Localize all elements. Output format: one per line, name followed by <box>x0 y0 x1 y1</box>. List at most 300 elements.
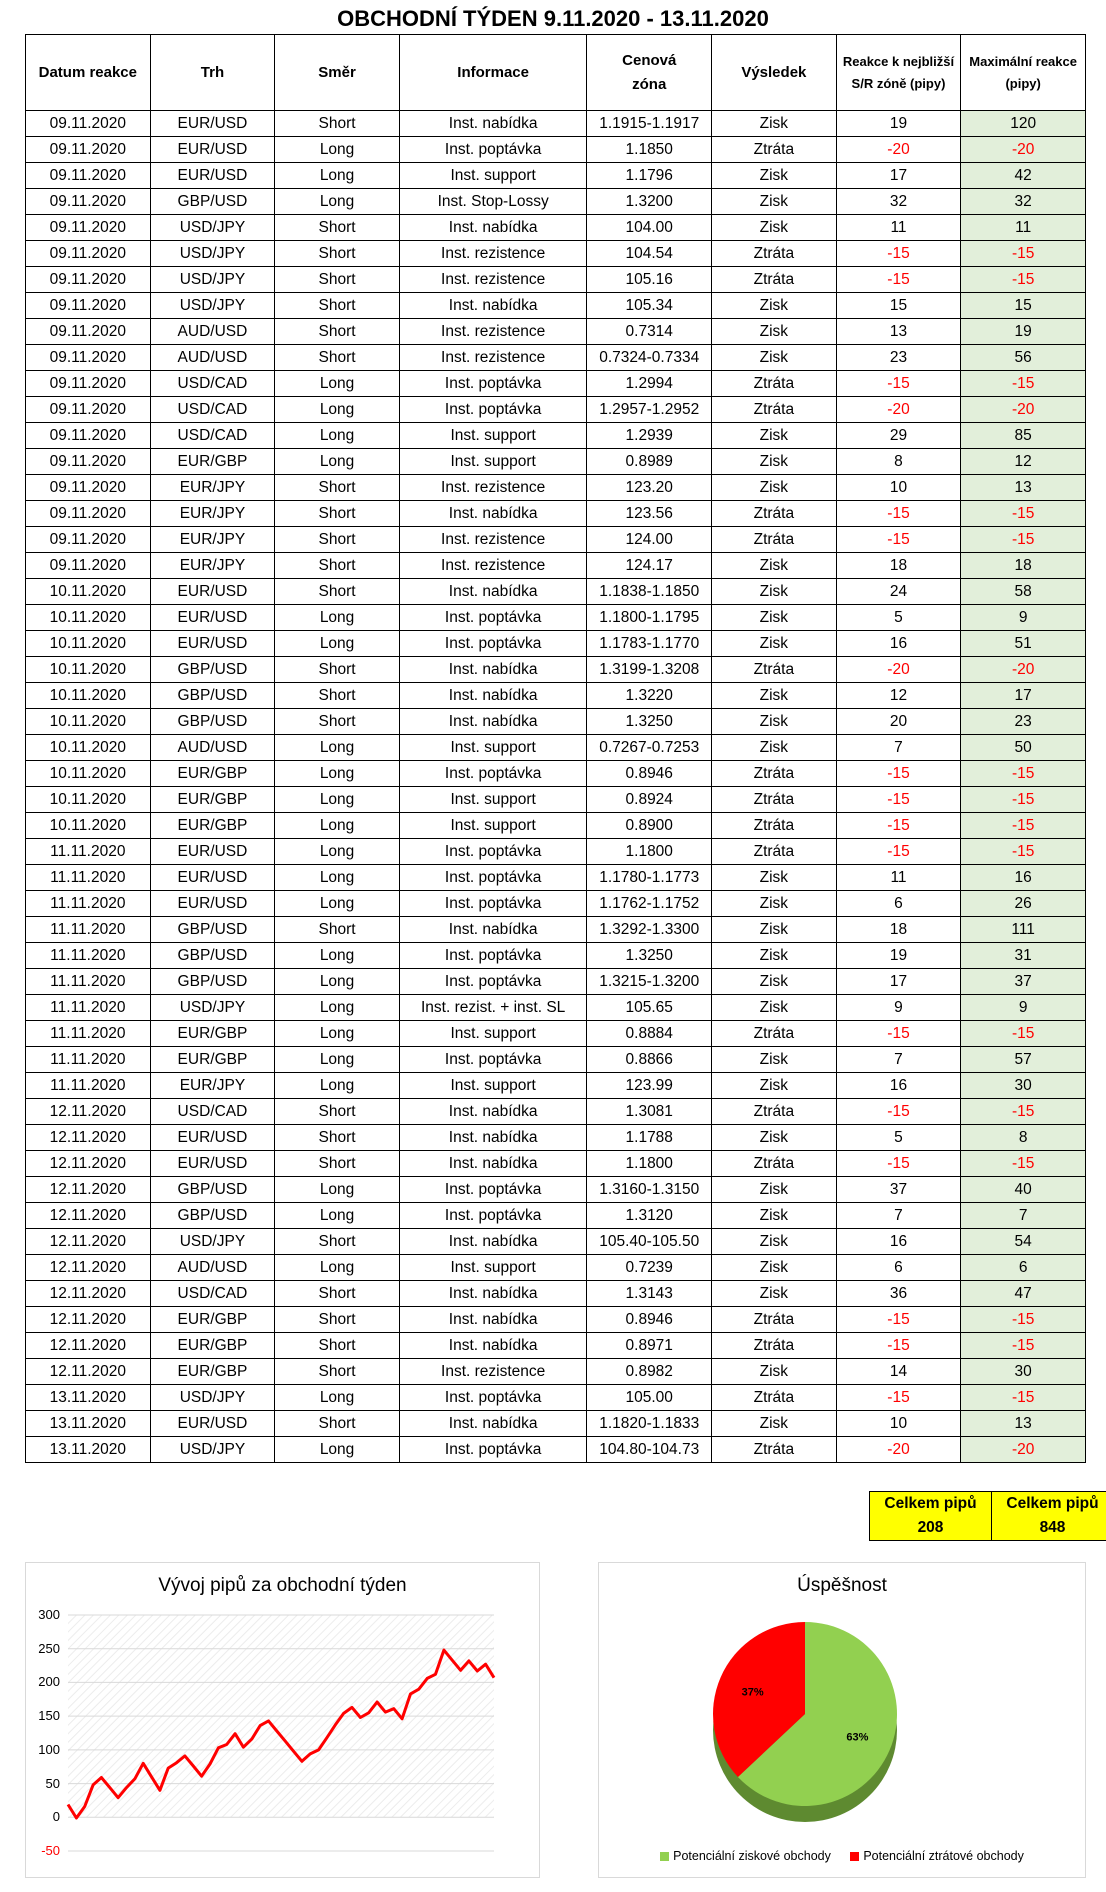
cell-result: Zisk <box>712 449 837 475</box>
cell-market: GBP/USD <box>150 969 275 995</box>
cell-result: Ztráta <box>712 761 837 787</box>
cell-result: Ztráta <box>712 137 837 163</box>
cell-direction: Long <box>275 761 400 787</box>
table-row <box>26 345 1086 371</box>
cell-date: 11.11.2020 <box>26 1047 151 1073</box>
cell-direction: Short <box>275 553 400 579</box>
table-row <box>26 735 1086 761</box>
cell-market: EUR/GBP <box>150 813 275 839</box>
cell-date: 12.11.2020 <box>26 1177 151 1203</box>
table-row <box>26 449 1086 475</box>
cell-reaction: 11 <box>836 865 961 891</box>
table-row <box>26 657 1086 683</box>
table-row <box>26 1307 1086 1333</box>
total-max-cell <box>991 1491 1106 1541</box>
cell-direction: Long <box>275 397 400 423</box>
table-row <box>26 579 1086 605</box>
cell-date: 09.11.2020 <box>26 189 151 215</box>
cell-market: EUR/USD <box>150 1411 275 1437</box>
cell-zone: 0.8884 <box>587 1021 712 1047</box>
header-max: Maximální reakce (pipy) <box>961 35 1086 111</box>
cell-direction: Long <box>275 1437 400 1463</box>
cell-info: Inst. support <box>399 1021 587 1047</box>
cell-info: Inst. nabídka <box>399 579 587 605</box>
cell-result: Zisk <box>712 1125 837 1151</box>
table-row <box>26 787 1086 813</box>
cell-direction: Long <box>275 787 400 813</box>
cell-direction: Long <box>275 605 400 631</box>
cell-date: 12.11.2020 <box>26 1255 151 1281</box>
cell-date: 13.11.2020 <box>26 1437 151 1463</box>
cell-zone: 1.1780-1.1773 <box>587 865 712 891</box>
cell-zone: 105.34 <box>587 293 712 319</box>
cell-reaction: -15 <box>836 761 961 787</box>
cell-result: Zisk <box>712 1073 837 1099</box>
cell-direction: Long <box>275 163 400 189</box>
cell-date: 12.11.2020 <box>26 1307 151 1333</box>
cell-result: Ztráta <box>712 1021 837 1047</box>
cell-reaction: 7 <box>836 735 961 761</box>
cell-max: 9 <box>961 605 1086 631</box>
cell-zone: 1.3143 <box>587 1281 712 1307</box>
cell-market: EUR/USD <box>150 163 275 189</box>
cell-reaction: 16 <box>836 1073 961 1099</box>
cell-direction: Long <box>275 423 400 449</box>
cell-date: 09.11.2020 <box>26 241 151 267</box>
cell-info: Inst. poptávka <box>399 371 587 397</box>
cell-zone: 105.16 <box>587 267 712 293</box>
cell-info: Inst. nabídka <box>399 1099 587 1125</box>
cell-zone: 104.54 <box>587 241 712 267</box>
cell-direction: Long <box>275 813 400 839</box>
cell-max: 58 <box>961 579 1086 605</box>
cell-result: Ztráta <box>712 1385 837 1411</box>
legend-swatch-loss <box>850 1852 859 1861</box>
cell-zone: 0.8924 <box>587 787 712 813</box>
cell-info: Inst. poptávka <box>399 891 587 917</box>
cell-direction: Short <box>275 683 400 709</box>
cell-result: Zisk <box>712 475 837 501</box>
cell-result: Zisk <box>712 891 837 917</box>
cell-result: Ztráta <box>712 501 837 527</box>
cell-max: -15 <box>961 787 1086 813</box>
header-date: Datum reakce <box>26 35 151 111</box>
cell-info: Inst. support <box>399 735 587 761</box>
cell-date: 10.11.2020 <box>26 813 151 839</box>
table-row <box>26 1281 1086 1307</box>
cell-max: 54 <box>961 1229 1086 1255</box>
table-row <box>26 189 1086 215</box>
table-row <box>26 137 1086 163</box>
cell-reaction: -15 <box>836 267 961 293</box>
cell-date: 09.11.2020 <box>26 397 151 423</box>
header-result: Výsledek <box>712 35 837 111</box>
cell-zone: 1.3220 <box>587 683 712 709</box>
cell-date: 10.11.2020 <box>26 709 151 735</box>
cell-zone: 1.1796 <box>587 163 712 189</box>
cell-zone: 0.8900 <box>587 813 712 839</box>
cell-reaction: 19 <box>836 111 961 137</box>
cell-max: 51 <box>961 631 1086 657</box>
cell-reaction: 10 <box>836 475 961 501</box>
cell-max: 26 <box>961 891 1086 917</box>
total-reaction-value: 208 <box>917 1519 944 1536</box>
table-row <box>26 1125 1086 1151</box>
cell-result: Zisk <box>712 865 837 891</box>
cell-reaction: 15 <box>836 293 961 319</box>
cell-zone: 123.56 <box>587 501 712 527</box>
cell-zone: 1.1838-1.1850 <box>587 579 712 605</box>
cell-direction: Short <box>275 1307 400 1333</box>
cell-zone: 0.8971 <box>587 1333 712 1359</box>
cell-max: -15 <box>961 1099 1086 1125</box>
cell-zone: 1.3250 <box>587 943 712 969</box>
cell-market: GBP/USD <box>150 709 275 735</box>
cell-zone: 1.1783-1.1770 <box>587 631 712 657</box>
header-reaction: Reakce k nejbližší S/R zóně (pipy) <box>836 35 961 111</box>
cell-reaction: 18 <box>836 553 961 579</box>
header-zone: Cenová zóna <box>587 35 712 111</box>
cell-zone: 1.3120 <box>587 1203 712 1229</box>
y-tick-label: 100 <box>38 1741 60 1757</box>
cell-max: 13 <box>961 1411 1086 1437</box>
cell-market: EUR/USD <box>150 891 275 917</box>
cell-zone: 0.7267-0.7253 <box>587 735 712 761</box>
cell-zone: 1.2994 <box>587 371 712 397</box>
cell-zone: 0.8982 <box>587 1359 712 1385</box>
cell-date: 09.11.2020 <box>26 553 151 579</box>
table-row <box>26 995 1086 1021</box>
cell-market: EUR/USD <box>150 137 275 163</box>
cell-market: EUR/GBP <box>150 1021 275 1047</box>
cell-info: Inst. nabídka <box>399 501 587 527</box>
cell-max: 17 <box>961 683 1086 709</box>
cell-zone: 105.65 <box>587 995 712 1021</box>
cell-info: Inst. rezistence <box>399 475 587 501</box>
cell-market: EUR/USD <box>150 1151 275 1177</box>
cell-direction: Long <box>275 839 400 865</box>
cell-direction: Long <box>275 371 400 397</box>
cell-direction: Long <box>275 1203 400 1229</box>
cell-direction: Long <box>275 969 400 995</box>
cell-info: Inst. poptávka <box>399 761 587 787</box>
cell-max: 30 <box>961 1359 1086 1385</box>
cell-direction: Short <box>275 1333 400 1359</box>
cell-market: EUR/USD <box>150 631 275 657</box>
table-row <box>26 527 1086 553</box>
cell-date: 09.11.2020 <box>26 111 151 137</box>
cell-max: 47 <box>961 1281 1086 1307</box>
cell-result: Ztráta <box>712 527 837 553</box>
cell-zone: 1.1800 <box>587 839 712 865</box>
cell-direction: Long <box>275 189 400 215</box>
cell-max: -15 <box>961 1333 1086 1359</box>
cell-date: 12.11.2020 <box>26 1229 151 1255</box>
cell-direction: Short <box>275 267 400 293</box>
legend-item-loss <box>850 1849 1024 1863</box>
cell-result: Zisk <box>712 1411 837 1437</box>
table-header-row <box>26 35 1086 111</box>
cell-direction: Long <box>275 1073 400 1099</box>
cell-direction: Long <box>275 1047 400 1073</box>
cell-reaction: -15 <box>836 501 961 527</box>
cell-reaction: 7 <box>836 1203 961 1229</box>
cell-max: -20 <box>961 657 1086 683</box>
y-tick-label: 50 <box>45 1775 60 1791</box>
y-tick-label: -50 <box>41 1843 60 1858</box>
cell-reaction: 29 <box>836 423 961 449</box>
table-row <box>26 475 1086 501</box>
table-row <box>26 241 1086 267</box>
cell-result: Zisk <box>712 1229 837 1255</box>
legend-swatch-profit <box>660 1852 669 1861</box>
y-tick-label: 300 <box>38 1607 60 1622</box>
cell-direction: Short <box>275 709 400 735</box>
cell-direction: Short <box>275 345 400 371</box>
cell-info: Inst. nabídka <box>399 657 587 683</box>
header-market: Trh <box>150 35 275 111</box>
cell-max: 8 <box>961 1125 1086 1151</box>
cell-zone: 123.20 <box>587 475 712 501</box>
table-row <box>26 163 1086 189</box>
cell-max: 31 <box>961 943 1086 969</box>
cell-reaction: 13 <box>836 319 961 345</box>
cell-zone: 0.7324-0.7334 <box>587 345 712 371</box>
cell-reaction: -15 <box>836 839 961 865</box>
cell-reaction: 12 <box>836 683 961 709</box>
cell-max: 9 <box>961 995 1086 1021</box>
cell-reaction: -20 <box>836 1437 961 1463</box>
cell-reaction: 16 <box>836 1229 961 1255</box>
cell-direction: Short <box>275 215 400 241</box>
cell-max: 85 <box>961 423 1086 449</box>
cell-reaction: -20 <box>836 657 961 683</box>
cell-info: Inst. nabídka <box>399 1125 587 1151</box>
cell-market: EUR/USD <box>150 579 275 605</box>
cell-max: 32 <box>961 189 1086 215</box>
cell-zone: 1.1800 <box>587 1151 712 1177</box>
cell-zone: 1.1915-1.1917 <box>587 111 712 137</box>
cell-market: EUR/JPY <box>150 553 275 579</box>
cell-reaction: 17 <box>836 163 961 189</box>
cell-direction: Short <box>275 319 400 345</box>
pie-value-label: 63% <box>846 1731 869 1744</box>
cell-info: Inst. rezistence <box>399 267 587 293</box>
cell-reaction: 6 <box>836 1255 961 1281</box>
cell-direction: Long <box>275 943 400 969</box>
cell-max: 16 <box>961 865 1086 891</box>
cell-reaction: -15 <box>836 1021 961 1047</box>
cell-market: EUR/USD <box>150 111 275 137</box>
table-row <box>26 1203 1086 1229</box>
cell-result: Zisk <box>712 1281 837 1307</box>
cell-max: 19 <box>961 319 1086 345</box>
cell-info: Inst. nabídka <box>399 1333 587 1359</box>
cell-reaction: -15 <box>836 1099 961 1125</box>
cell-reaction: -15 <box>836 1333 961 1359</box>
cell-result: Zisk <box>712 293 837 319</box>
cell-market: EUR/USD <box>150 865 275 891</box>
cell-market: EUR/GBP <box>150 1307 275 1333</box>
table-row <box>26 423 1086 449</box>
cell-max: -15 <box>961 1151 1086 1177</box>
table-row <box>26 1385 1086 1411</box>
cell-market: USD/JPY <box>150 995 275 1021</box>
cell-max: 7 <box>961 1203 1086 1229</box>
cell-direction: Long <box>275 631 400 657</box>
cell-reaction: 32 <box>836 189 961 215</box>
cell-market: AUD/USD <box>150 319 275 345</box>
cell-direction: Short <box>275 527 400 553</box>
cell-result: Ztráta <box>712 813 837 839</box>
cell-info: Inst. nabídka <box>399 917 587 943</box>
cell-direction: Long <box>275 137 400 163</box>
cell-zone: 1.3292-1.3300 <box>587 917 712 943</box>
cell-date: 11.11.2020 <box>26 839 151 865</box>
cell-zone: 0.7239 <box>587 1255 712 1281</box>
cell-market: EUR/GBP <box>150 761 275 787</box>
cell-max: -15 <box>961 839 1086 865</box>
cell-direction: Short <box>275 501 400 527</box>
cell-info: Inst. nabídka <box>399 1151 587 1177</box>
table-row <box>26 943 1086 969</box>
cell-date: 09.11.2020 <box>26 163 151 189</box>
cell-result: Zisk <box>712 631 837 657</box>
cell-info: Inst. poptávka <box>399 1047 587 1073</box>
cell-info: Inst. poptávka <box>399 605 587 631</box>
cell-info: Inst. rezistence <box>399 527 587 553</box>
cell-zone: 105.40-105.50 <box>587 1229 712 1255</box>
cell-result: Zisk <box>712 709 837 735</box>
cell-date: 09.11.2020 <box>26 319 151 345</box>
cell-result: Zisk <box>712 1177 837 1203</box>
cell-market: GBP/USD <box>150 1203 275 1229</box>
cell-date: 10.11.2020 <box>26 761 151 787</box>
cell-info: Inst. rezist. + inst. SL <box>399 995 587 1021</box>
cell-reaction: 17 <box>836 969 961 995</box>
cell-date: 09.11.2020 <box>26 215 151 241</box>
line-chart-title: Vývoj pipů za obchodní týden <box>158 1575 407 1596</box>
cell-max: -20 <box>961 397 1086 423</box>
cell-direction: Short <box>275 1099 400 1125</box>
cell-date: 11.11.2020 <box>26 1073 151 1099</box>
table-row <box>26 865 1086 891</box>
cell-max: -15 <box>961 241 1086 267</box>
cell-max: 40 <box>961 1177 1086 1203</box>
pie-chart-title: Úspěšnost <box>797 1575 887 1596</box>
table-row <box>26 553 1086 579</box>
table-row <box>26 813 1086 839</box>
cell-direction: Short <box>275 1359 400 1385</box>
cell-info: Inst. nabídka <box>399 1229 587 1255</box>
cell-date: 09.11.2020 <box>26 345 151 371</box>
cell-direction: Short <box>275 1125 400 1151</box>
cell-info: Inst. nabídka <box>399 1307 587 1333</box>
cell-zone: 0.8946 <box>587 1307 712 1333</box>
cell-max: -20 <box>961 137 1086 163</box>
cell-reaction: 8 <box>836 449 961 475</box>
cell-result: Zisk <box>712 605 837 631</box>
cell-result: Zisk <box>712 345 837 371</box>
table-row <box>26 839 1086 865</box>
cell-market: GBP/USD <box>150 1177 275 1203</box>
cell-market: EUR/GBP <box>150 787 275 813</box>
cell-date: 09.11.2020 <box>26 137 151 163</box>
cell-result: Zisk <box>712 1359 837 1385</box>
table-row <box>26 969 1086 995</box>
cell-result: Zisk <box>712 1203 837 1229</box>
cell-info: Inst. rezistence <box>399 1359 587 1385</box>
cell-direction: Short <box>275 1411 400 1437</box>
cell-date: 13.11.2020 <box>26 1411 151 1437</box>
cell-info: Inst. poptávka <box>399 865 587 891</box>
cell-info: Inst. poptávka <box>399 943 587 969</box>
cell-direction: Long <box>275 1255 400 1281</box>
cell-direction: Long <box>275 449 400 475</box>
cell-result: Zisk <box>712 163 837 189</box>
cell-info: Inst. poptávka <box>399 1385 587 1411</box>
cell-info: Inst. nabídka <box>399 683 587 709</box>
line-chart-panel <box>25 1562 540 1878</box>
cell-result: Zisk <box>712 215 837 241</box>
cell-market: USD/JPY <box>150 1385 275 1411</box>
cell-date: 09.11.2020 <box>26 449 151 475</box>
cell-reaction: -15 <box>836 371 961 397</box>
cell-date: 10.11.2020 <box>26 683 151 709</box>
cell-result: Ztráta <box>712 241 837 267</box>
cell-date: 12.11.2020 <box>26 1125 151 1151</box>
cell-zone: 0.7314 <box>587 319 712 345</box>
cell-market: USD/JPY <box>150 215 275 241</box>
cell-max: -15 <box>961 501 1086 527</box>
cell-max: 56 <box>961 345 1086 371</box>
cell-reaction: 24 <box>836 579 961 605</box>
cell-market: GBP/USD <box>150 657 275 683</box>
cell-date: 11.11.2020 <box>26 1021 151 1047</box>
cell-date: 09.11.2020 <box>26 475 151 501</box>
cell-result: Zisk <box>712 111 837 137</box>
cell-date: 09.11.2020 <box>26 371 151 397</box>
cell-reaction: 23 <box>836 345 961 371</box>
cell-reaction: 18 <box>836 917 961 943</box>
cell-reaction: 11 <box>836 215 961 241</box>
cell-info: Inst. nabídka <box>399 111 587 137</box>
cell-date: 09.11.2020 <box>26 293 151 319</box>
cell-result: Zisk <box>712 189 837 215</box>
table-row <box>26 1437 1086 1463</box>
cell-market: EUR/GBP <box>150 449 275 475</box>
cell-market: GBP/USD <box>150 917 275 943</box>
cell-result: Ztráta <box>712 371 837 397</box>
pie-chart-panel <box>598 1562 1086 1878</box>
legend-item-profit <box>660 1849 831 1863</box>
table-row <box>26 267 1086 293</box>
cell-info: Inst. nabídka <box>399 215 587 241</box>
table-row <box>26 709 1086 735</box>
cell-zone: 1.2939 <box>587 423 712 449</box>
cell-result: Ztráta <box>712 1099 837 1125</box>
cell-max: 42 <box>961 163 1086 189</box>
cell-zone: 1.3199-1.3208 <box>587 657 712 683</box>
cell-reaction: -20 <box>836 397 961 423</box>
y-tick-label: 150 <box>38 1708 60 1724</box>
cell-info: Inst. support <box>399 423 587 449</box>
y-tick-label: 250 <box>38 1640 60 1656</box>
cell-result: Zisk <box>712 969 837 995</box>
pie-value-label: 37% <box>741 1686 764 1699</box>
cell-zone: 0.8946 <box>587 761 712 787</box>
trades-table <box>25 34 1086 1463</box>
